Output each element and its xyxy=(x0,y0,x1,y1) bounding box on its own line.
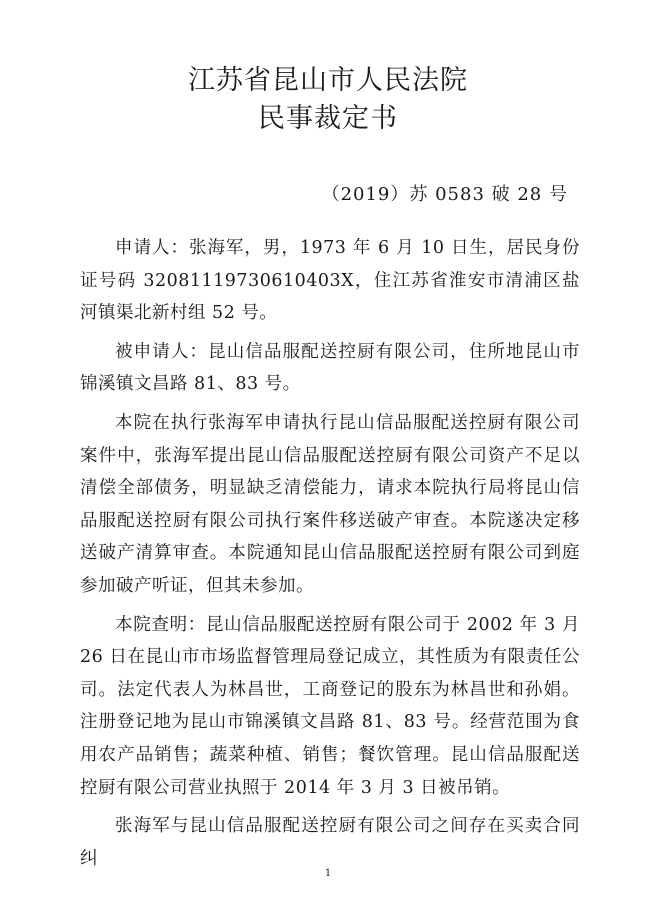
page-number: 1 xyxy=(324,868,332,879)
procedure-paragraph: 本院在执行张海军申请执行昆山信品服配送控厨有限公司案件中，张海军提出昆山信品服配送控厨有限公司资产不足以清偿全部债务，明显缺乏清偿能力，请求本院执行局将昆山信品服配送控厨有限公司执行案件移送破产审查。本院遂决定移送破产清算审查。本院通知昆山信品服配送控厨有限公司到庭参加破产听证，但其未参加。 xyxy=(80,412,580,596)
court-name: 江苏省昆山市人民法院 xyxy=(188,65,468,96)
respondent-paragraph: 被申请人：昆山信品服配送控厨有限公司，住所地昆山市锦溪镇文昌路 81、83 号。 xyxy=(80,341,580,395)
document-body xyxy=(80,232,580,875)
document-type: 民事裁定书 xyxy=(258,103,398,134)
case-number: （2019）苏 0583 破 28 号 xyxy=(321,184,568,205)
findings-paragraph: 本院查明：昆山信品服配送控厨有限公司于 2002 年 3 月 26 日在昆山市市场监督管理局登记成立，其性质为有限责任公司。法定代表人为林昌世，工商登记的股东为林昌世和孙娟。注册登记地为昆山市锦溪镇文昌路 81、83 号。经营范围为食用农产品销售；蔬菜种植、销售；餐饮管理。昆山信品服配送控厨有限公司营业执照于 2014 年 3 月 3 日被吊销。 xyxy=(80,614,580,798)
dispute-paragraph: 张海军与昆山信品服配送控厨有限公司之间存在买卖合同纠 xyxy=(80,816,580,869)
applicant-paragraph: 申请人：张海军，男，1973 年 6 月 10 日生，居民身份证号码 32081119730610403X，住江苏省淮安市清浦区盐河镇渠北新村组 52 号。 xyxy=(80,238,580,324)
